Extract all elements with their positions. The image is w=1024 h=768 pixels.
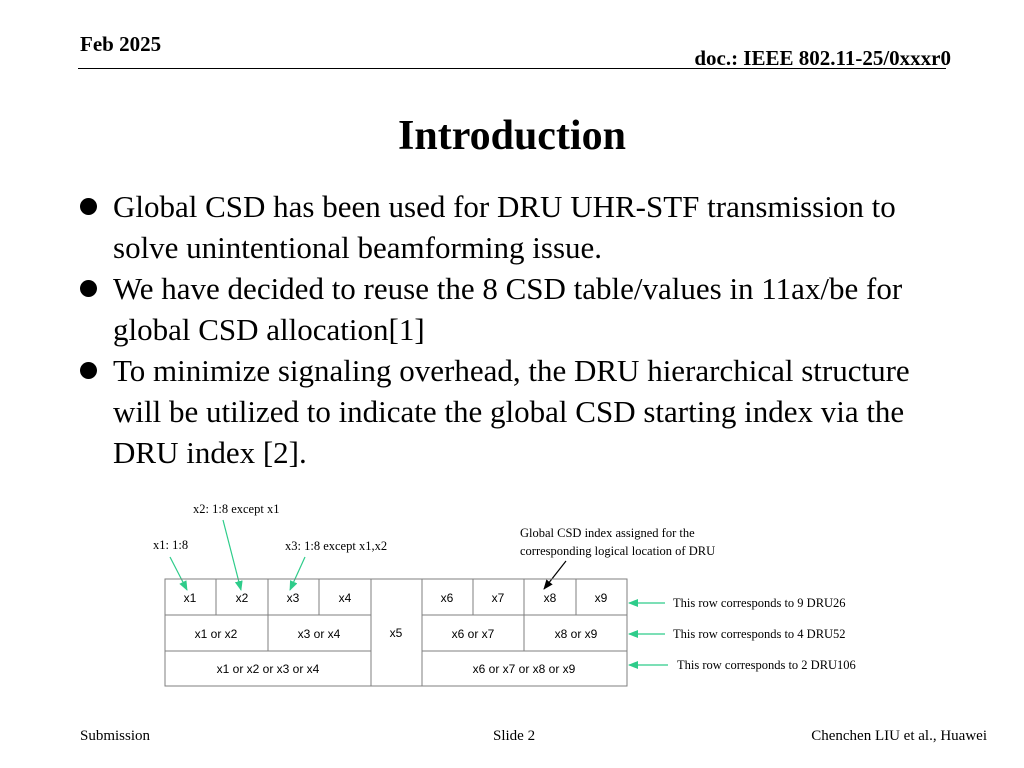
- cell-r1-x8: x8: [543, 591, 557, 605]
- footer-slide-number: Slide 2: [493, 728, 536, 744]
- cell-r1-x4: x4: [338, 591, 352, 605]
- arrow-x1: [170, 557, 187, 590]
- annotation-x1: x1: 1:8: [153, 538, 189, 552]
- slide-title: Introduction: [398, 113, 626, 159]
- cell-r1-x3: x3: [286, 591, 300, 605]
- cell-r2-c: x6 or x7: [451, 627, 495, 641]
- arrow-x3: [290, 557, 305, 590]
- header-doc-id: doc.: IEEE 802.11-25/0xxxr0: [694, 46, 951, 70]
- cell-r2-b: x3 or x4: [297, 627, 341, 641]
- annotation-x3: x3: 1:8 except x1,x2: [285, 539, 388, 553]
- cell-r2-d: x8 or x9: [554, 627, 598, 641]
- cell-r3-a: x1 or x2 or x3 or x4: [216, 662, 320, 676]
- annotation-global-line1: Global CSD index assigned for the: [520, 526, 695, 540]
- cell-r1-x1: x1: [183, 591, 197, 605]
- annotation-global-line2: corresponding logical location of DRU: [520, 544, 716, 558]
- cell-r1-x6: x6: [440, 591, 454, 605]
- bullet-text: To minimize signaling overhead, the DRU hierarchical structure will be utilized to indicate the global CSD starting index via the DRU index [2].: [113, 353, 910, 470]
- cell-middle-x5: x5: [389, 626, 403, 640]
- row-label-dru26: This row corresponds to 9 DRU26: [673, 596, 846, 610]
- annotation-x2: x2: 1:8 except x1: [193, 502, 280, 516]
- footer-author: Chenchen LIU et al., Huawei: [811, 728, 987, 744]
- cell-r1-x7: x7: [491, 591, 505, 605]
- cell-r1-x9: x9: [594, 591, 608, 605]
- arrow-global: [544, 561, 566, 589]
- row-label-dru52: This row corresponds to 4 DRU52: [673, 627, 846, 641]
- bullet-text: We have decided to reuse the 8 CSD table/values in 11ax/be for global CSD allocation[1]: [113, 271, 903, 347]
- footer-submission: Submission: [80, 728, 151, 744]
- row-label-dru106: This row corresponds to 2 DRU106: [677, 658, 856, 672]
- header-date: Feb 2025: [80, 32, 162, 56]
- cell-r3-b: x6 or x7 or x8 or x9: [472, 662, 576, 676]
- cell-r1-x2: x2: [235, 591, 249, 605]
- bullet-text: Global CSD has been used for DRU UHR-STF transmission to solve unintentional beamforming issue.: [113, 189, 896, 265]
- cell-r2-a: x1 or x2: [194, 627, 238, 641]
